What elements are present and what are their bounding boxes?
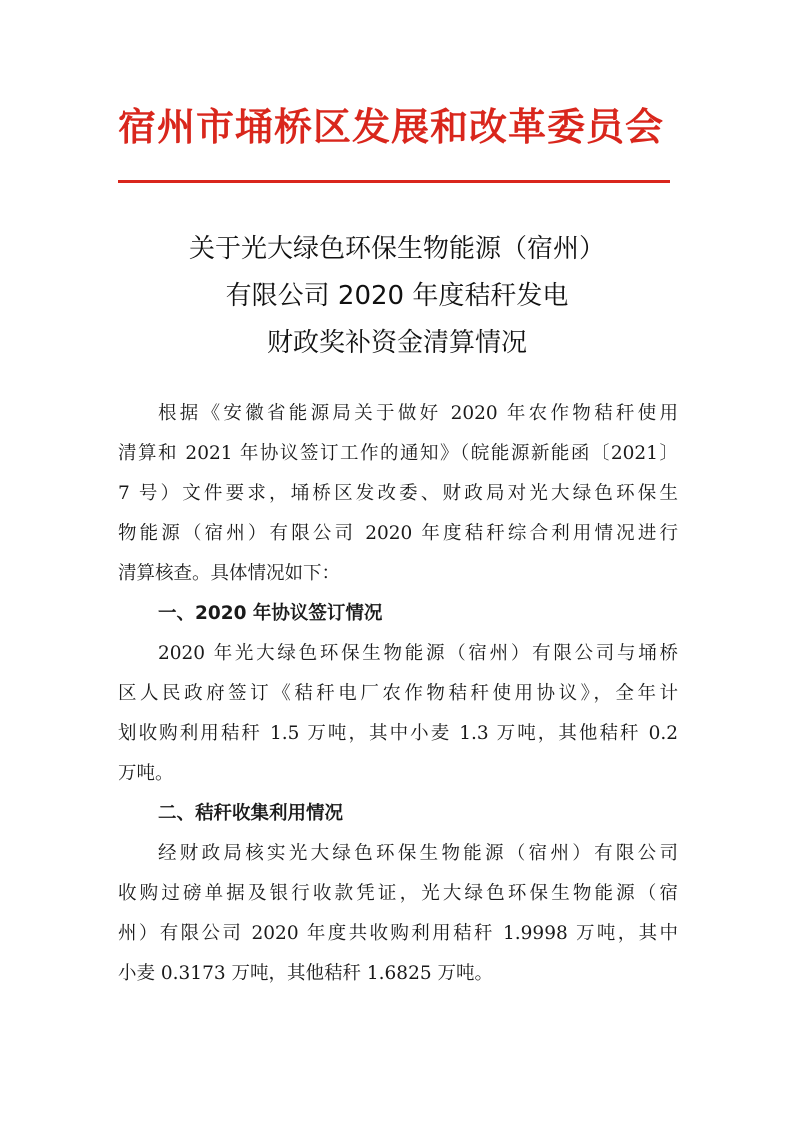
red-divider-line [118, 180, 670, 183]
document-title-line-3: 财政奖补资金清算情况 [266, 328, 527, 358]
section-1-line: 区人民政府签订《秸秆电厂农作物秸秆使用协议》，全年计 [118, 683, 678, 704]
document-body [118, 394, 678, 994]
document-title-line-1: 关于光大绿色环保生物能源（宿州） [188, 234, 605, 264]
section-1-heading: 一、2020 年协议签订情况 [158, 603, 383, 624]
section-1-line: 划收购利用秸秆 1.5 万吨，其中小麦 1.3 万吨，其他秸秆 0.2 [118, 723, 678, 744]
intro-line: 清算核查。具体情况如下： [118, 563, 341, 584]
section-1-line: 万吨。 [118, 763, 174, 784]
section-2-line: 经财政局核实光大绿色环保生物能源（宿州）有限公司 [158, 843, 678, 864]
intro-line: 物能源（宿州）有限公司 2020 年度秸秆综合利用情况进行 [118, 523, 678, 544]
section-2-line: 州）有限公司 2020 年度共收购利用秸秆 1.9998 万吨，其中 [118, 923, 678, 944]
section-1-line: 2020 年光大绿色环保生物能源（宿州）有限公司与埇桥 [158, 643, 678, 664]
intro-line: 清算和 2021 年协议签订工作的通知》（皖能源新能函〔2021〕 [118, 443, 678, 464]
section-2-heading: 二、秸秆收集利用情况 [158, 803, 344, 824]
document-title-line-2: 有限公司 2020 年度秸秆发电 [225, 281, 569, 311]
section-2-line: 小麦 0.3173 万吨，其他秸秆 1.6825 万吨。 [118, 963, 493, 984]
section-2-line: 收购过磅单据及银行收款凭证，光大绿色环保生物能源（宿 [118, 883, 678, 904]
intro-line: 根据《安徽省能源局关于做好 2020 年农作物秸秆使用 [158, 403, 678, 424]
agency-header: 宿州市埇桥区发展和改革委员会 [118, 105, 665, 149]
intro-line: 7 号）文件要求，埇桥区发改委、财政局对光大绿色环保生 [118, 483, 678, 504]
